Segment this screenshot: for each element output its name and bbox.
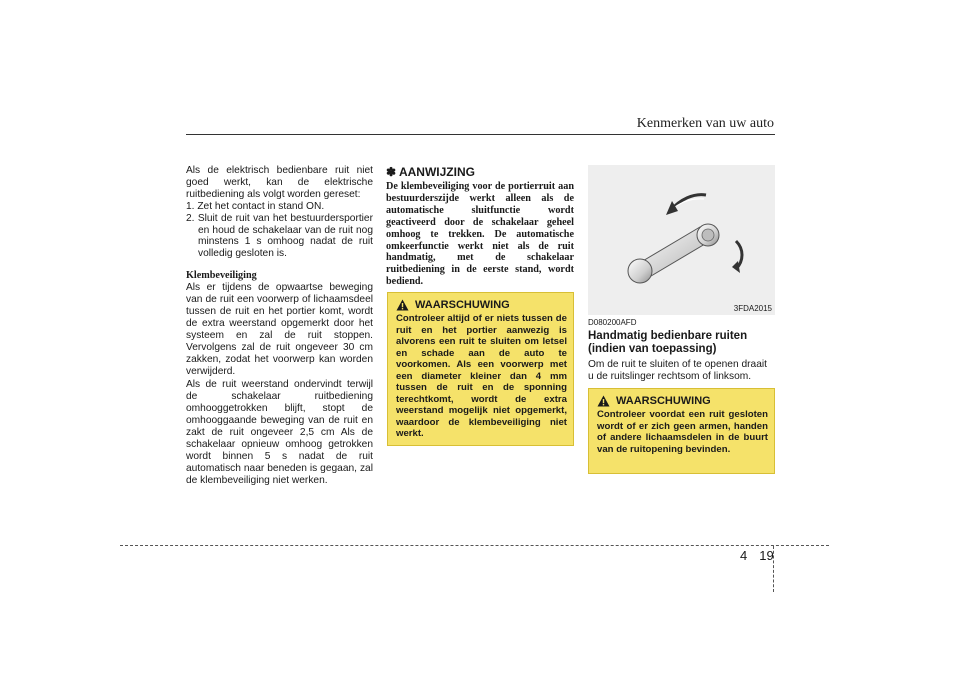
warning-box-1 <box>387 292 574 446</box>
window-crank-icon <box>588 165 775 315</box>
page-number <box>740 548 774 563</box>
column-middle <box>386 165 574 288</box>
section-heading: Handmatig bedienbare ruiten (indien van toepassing) <box>588 330 748 355</box>
warning-triangle-icon <box>396 299 409 311</box>
warning-triangle-icon <box>597 395 610 407</box>
footer-rule <box>120 545 829 546</box>
klembeveiliging-paragraph-1: Als er tijdens de opwaartse beweging van de ruit een voorwerp of lichaamsdeel tussen de ruit en het portier komt, wordt de extra weerstand opgemerkt door het systeem en zal de ruit stoppen. Vervolgens zal de ruit ongeveer 30 cm zakken, zodat het voorwerp kan worden verwijderd. <box>186 282 373 377</box>
chapter-number: 4 <box>740 548 748 563</box>
figure-code: 3FDA2015 <box>733 304 772 313</box>
page-header-title: Kenmerken van uw auto <box>636 116 774 131</box>
note-title: ✽ AANWIJZING <box>386 165 475 179</box>
header-rule <box>186 134 775 135</box>
warning-2-body: Controleer voordat een ruit gesloten wordt of er zich geen armen, handen of andere lichaamsdelen in de buurt van de ruitopening bevinden. <box>597 409 768 455</box>
column-right <box>588 318 775 383</box>
klembeveiliging-paragraph-2: Als de ruit weerstand ondervindt terwijl de schakelaar ruitbediening omhooggetrokken blijft, stopt de omhooggaande beweging van de ruit en zakt de ruit ongeveer 2,5 cm Als de schakelaar opnieuw omhoog getrokken wordt binnen 5 s nadat de ruit automatisch naar beneden is gegaan, zal de klembeveiliging niet werken. <box>186 379 373 486</box>
window-crank-figure <box>588 165 775 315</box>
section-code: D080200AFD <box>588 318 637 327</box>
warning-2-title: WAARSCHUWING <box>616 395 711 407</box>
page-number-value: 19 <box>759 548 774 563</box>
step-2: 2. Sluit de ruit van het bestuurdersportier en houd de schakelaar van de ruit nog minstens 1 s omhoog nadat de ruit volledig gesloten is. <box>186 212 373 260</box>
note-body: De klembeveiliging voor de portierruit aan bestuurderszijde werkt alleen als de automatische sluitfunctie wordt geactiveerd door de schakelaar geheel omhoog te trekken. De automatische omkeerfunctie werkt niet als de ruit handmatig, met de schakelaar ruitbediening in de eerste stand, wordt bediend. <box>386 181 574 288</box>
column-left <box>186 165 373 487</box>
warning-box-2 <box>588 388 775 474</box>
subheading-klembeveiliging: Klembeveiliging <box>186 270 257 282</box>
warning-1-title: WAARSCHUWING <box>415 299 510 311</box>
warning-1-body: Controleer altijd of er niets tussen de ruit en het portier aanwezig is alvorens een ruit te sluiten om letsel en schade aan de auto te voorkomen. Als een voorwerp met een diameter kleiner dan 4 mm tussen de ruit en de sponning terechtkomt, wordt de extra weerstand mogelijk niet opgemerkt, waardoor de klembeveiliging niet werkt. <box>396 313 567 439</box>
section-text: Om de ruit te sluiten of te openen draait u de ruitslinger rechtsom of linksom. <box>588 359 767 382</box>
intro-paragraph: Als de elektrisch bedienbare ruit niet goed werkt, kan de elektrische ruitbediening als volgt worden gereset: <box>186 165 373 200</box>
step-1: 1. Zet het contact in stand ON. <box>186 200 325 212</box>
